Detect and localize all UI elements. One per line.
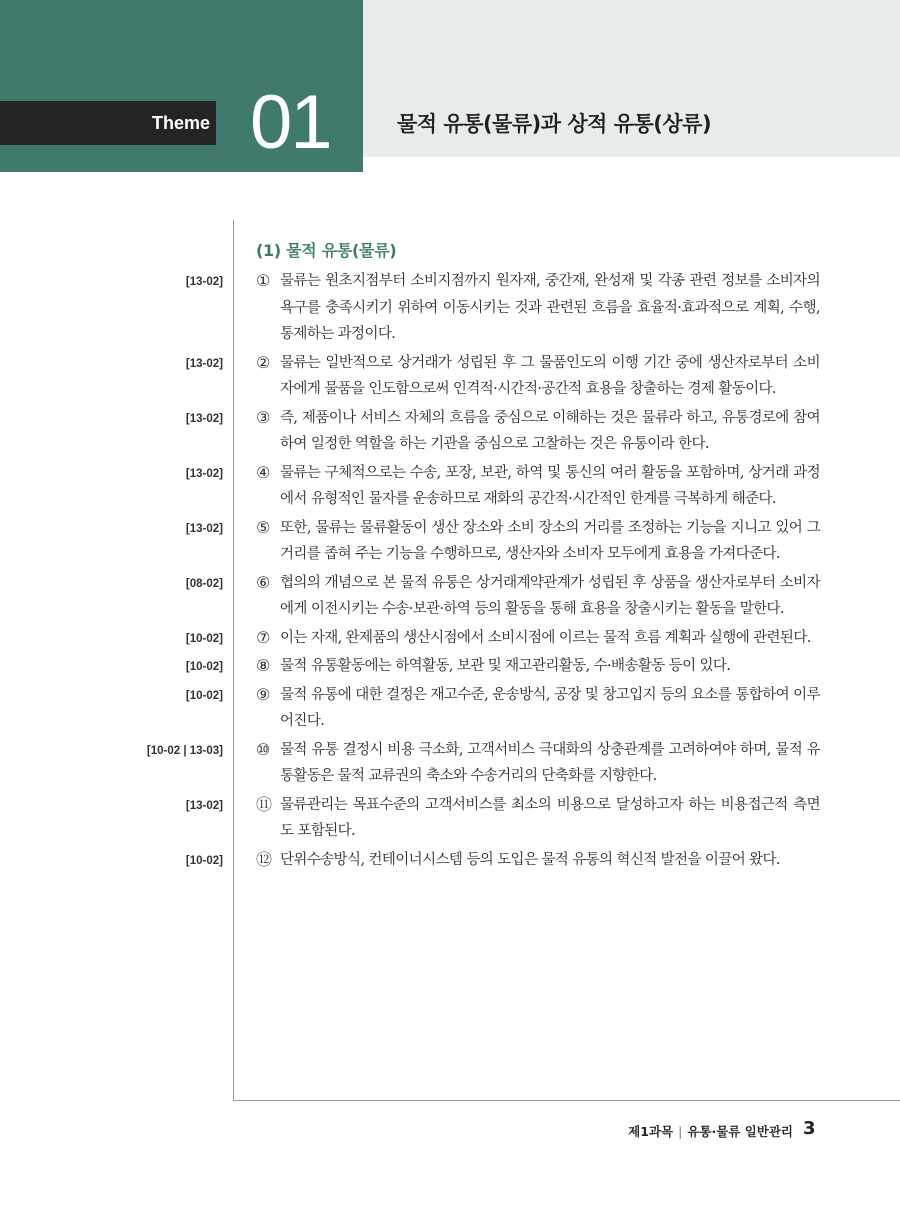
item-text: 물류관리는 목표수준의 고객서비스를 최소의 비용으로 달성하고자 하는 비용접근적 측면도 포함된다. bbox=[280, 796, 820, 839]
theme-bar bbox=[0, 101, 216, 145]
page-title: 물적 유통(물류)과 상적 유통(상류) bbox=[397, 112, 712, 136]
item-text: 물적 유통활동에는 하역활동, 보관 및 재고관리활동, 수·배송활동 등이 있다. bbox=[280, 658, 731, 674]
exam-tag: [13-02] bbox=[185, 522, 223, 535]
exam-tag: [13-02] bbox=[185, 467, 223, 480]
list-item bbox=[0, 847, 900, 874]
item-number: ⑩ bbox=[256, 739, 270, 759]
theme-number: 01 bbox=[250, 80, 331, 165]
exam-tag: [10-02] bbox=[185, 632, 223, 645]
list-item bbox=[0, 792, 900, 845]
list-item bbox=[0, 737, 900, 790]
item-text: 물류는 원초지점부터 소비지점까지 원자재, 중간재, 완성재 및 각종 관련 정보를 소비자의 욕구를 충족시키기 위하여 이동시키는 것과 관련된 흐름을 효율적·효과적으로 계획, 수행, 통제하는 과정이다. bbox=[280, 273, 820, 342]
list-item bbox=[0, 405, 900, 458]
list-item bbox=[0, 460, 900, 513]
item-text: 협의의 개념으로 본 물적 유통은 상거래계약관계가 성립된 후 상품을 생산자로부터 소비자에게 이전시키는 수송·보관·하역 등의 활동을 통해 효용을 창출시키는 활동을 말한다. bbox=[280, 574, 820, 617]
item-number: ① bbox=[256, 271, 270, 290]
item-text: 단위수송방식, 컨테이너시스템 등의 도입은 물적 유통의 혁신적 발전을 이끌어 왔다. bbox=[280, 851, 780, 868]
exam-tag: [13-02] bbox=[185, 357, 223, 370]
list-item bbox=[0, 625, 900, 652]
exam-tag: [08-02] bbox=[185, 577, 223, 590]
exam-tag: [10-02] bbox=[185, 689, 223, 702]
page-number: 3 bbox=[803, 1118, 816, 1139]
exam-tag: [10-02 | 13-03] bbox=[146, 744, 223, 757]
item-number: ④ bbox=[256, 462, 270, 482]
footer-subject: 제1과목 bbox=[628, 1124, 674, 1139]
item-number: ⑨ bbox=[256, 684, 270, 704]
item-list bbox=[0, 268, 900, 875]
item-text: 물류는 구체적으로는 수송, 포장, 보관, 하역 및 통신의 여러 활동을 포함하며, 상거래 과정에서 유형적인 물자를 운송하므로 재화의 공간적·시간적인 한계를 극복하게 해준다. bbox=[280, 464, 820, 507]
list-item bbox=[0, 268, 900, 348]
list-item bbox=[0, 350, 900, 403]
item-text: 또한, 물류는 물류활동이 생산 장소와 소비 장소의 거리를 조정하는 기능을 지니고 있어 그 거리를 좁혀 주는 기능을 수행하므로, 생산자와 소비자 모두에게 효용을 가져다준다. bbox=[280, 519, 820, 562]
item-text: 물적 유통 결정시 비용 극소화, 고객서비스 극대화의 상충관계를 고려하여야 하며, 물적 유통활동은 물적 교류권의 축소와 수송거리의 단축화를 지향한다. bbox=[280, 741, 820, 784]
item-number: ⑧ bbox=[256, 656, 270, 675]
horizontal-rule bbox=[233, 1100, 900, 1101]
list-item bbox=[0, 515, 900, 568]
item-text: 물적 유통에 대한 결정은 재고수준, 운송방식, 공장 및 창고입지 등의 요소를 통합하여 이루어진다. bbox=[280, 686, 820, 729]
exam-tag: [13-02] bbox=[185, 799, 223, 812]
footer-chapter: 유통·물류 일반관리 bbox=[687, 1124, 793, 1139]
item-number: ⑦ bbox=[256, 627, 270, 647]
item-text: 물류는 일반적으로 상거래가 성립된 후 그 물품인도의 이행 기간 중에 생산자로부터 소비자에게 물품을 인도함으로써 인격적·시간적·공간적 효용을 창출하는 경제 활동이다. bbox=[280, 354, 820, 397]
list-item bbox=[0, 653, 900, 680]
item-text: 즉, 제품이나 서비스 자체의 흐름을 중심으로 이해하는 것은 물류라 하고, 유통경로에 참여하여 일정한 역할을 하는 기관을 중심으로 고찰하는 것은 유통이라 한다. bbox=[280, 409, 820, 452]
item-number: ⑪ bbox=[256, 794, 272, 814]
exam-tag: [13-02] bbox=[185, 276, 223, 288]
list-item bbox=[0, 570, 900, 623]
item-number: ⑫ bbox=[256, 849, 272, 869]
exam-tag: [10-02] bbox=[185, 854, 223, 867]
exam-tag: [13-02] bbox=[185, 412, 223, 425]
footer-separator: | bbox=[678, 1124, 683, 1139]
exam-tag: [10-02] bbox=[185, 661, 223, 673]
header-notch bbox=[345, 157, 363, 172]
item-text: 이는 자재, 완제품의 생산시점에서 소비시점에 이르는 물적 흐름 계획과 실행에 관련된다. bbox=[280, 629, 811, 646]
page-footer bbox=[628, 1118, 816, 1140]
list-item bbox=[0, 682, 900, 735]
theme-label: Theme bbox=[151, 113, 210, 133]
section-title: (1) 물적 유통(물류) bbox=[256, 241, 397, 260]
item-number: ⑤ bbox=[256, 517, 270, 537]
item-number: ⑥ bbox=[256, 572, 270, 592]
item-number: ③ bbox=[256, 407, 270, 427]
item-number: ② bbox=[256, 352, 270, 372]
